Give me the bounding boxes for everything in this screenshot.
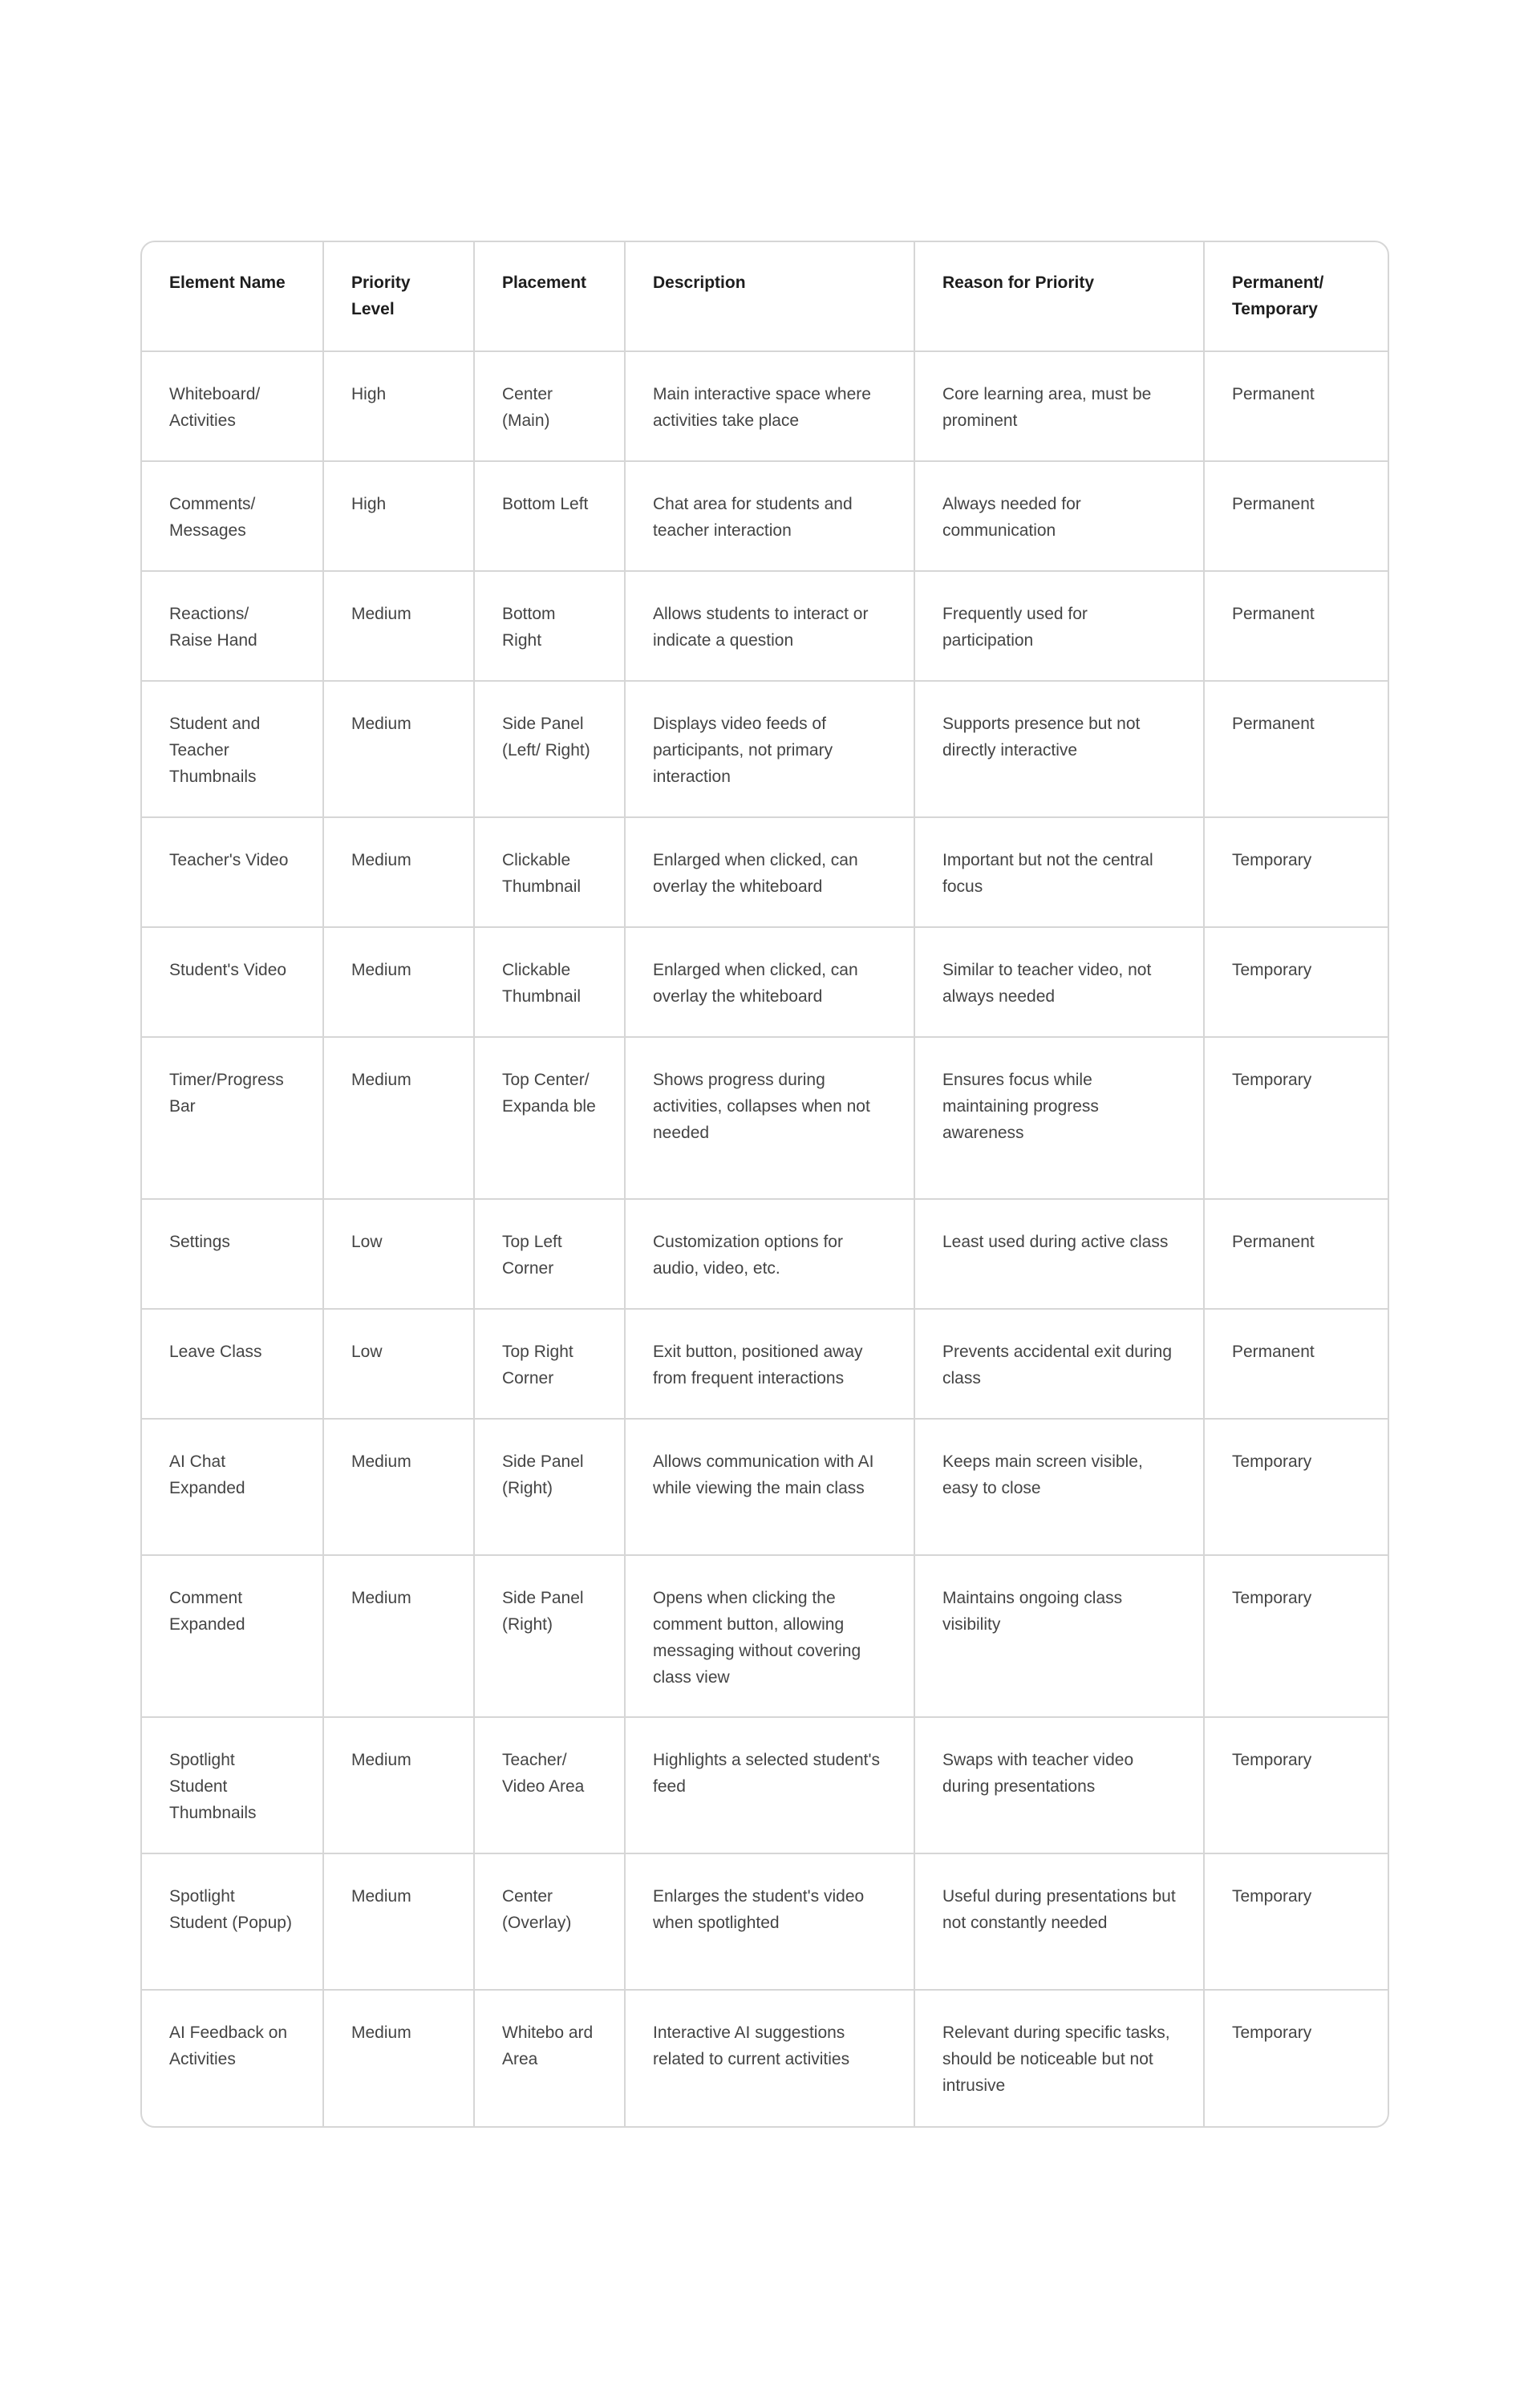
cell-permanence: Permanent [1204,571,1388,681]
cell-element-name: AI Feedback on Activities [142,1990,323,2126]
cell-description: Opens when clicking the comment button, allowing messaging without covering class view [625,1555,914,1717]
cell-element-name: Student's Video [142,927,323,1037]
header-element-name: Element Name [142,242,323,351]
cell-element-name: Whiteboard/ Activities [142,351,323,461]
cell-priority-level: High [323,461,474,571]
cell-permanence: Permanent [1204,351,1388,461]
cell-placement: Whitebo ard Area [474,1990,625,2126]
table-row [142,681,1388,817]
cell-permanence: Temporary [1204,1853,1388,1990]
cell-description: Customization options for audio, video, etc. [625,1199,914,1309]
table-header-row [142,242,1388,351]
cell-placement: Center (Overlay) [474,1853,625,1990]
cell-description: Highlights a selected student's feed [625,1717,914,1853]
table-row [142,1419,1388,1555]
table-row [142,1853,1388,1990]
cell-element-name: Leave Class [142,1309,323,1419]
cell-priority-level: High [323,351,474,461]
header-permanent-temporary: Permanent/ Temporary [1204,242,1388,351]
cell-placement: Bottom Right [474,571,625,681]
cell-placement: Clickable Thumbnail [474,817,625,927]
cell-reason-for-priority: Important but not the central focus [914,817,1204,927]
cell-placement: Center (Main) [474,351,625,461]
cell-description: Enlarged when clicked, can overlay the whiteboard [625,817,914,927]
cell-element-name: Student and Teacher Thumbnails [142,681,323,817]
header-reason-for-priority: Reason for Priority [914,242,1204,351]
cell-reason-for-priority: Core learning area, must be prominent [914,351,1204,461]
cell-permanence: Temporary [1232,2023,1312,2042]
cell-description: Shows progress during activities, collapses when not needed [625,1037,914,1199]
cell-placement: Side Panel (Left/ Right) [474,681,625,817]
cell-element-name: Comment Expanded [142,1555,323,1717]
cell-permanence: Temporary [1204,817,1388,927]
cell-permanence: Permanent [1204,1199,1388,1309]
cell-reason-for-priority: Maintains ongoing class visibility [914,1555,1204,1717]
table-row [142,927,1388,1037]
cell-permanence: Temporary [1204,1037,1388,1199]
cell-element-name: Spotlight Student Thumbnails [142,1717,323,1853]
cell-element-name: Reactions/ Raise Hand [142,571,323,681]
cell-description: Interactive AI suggestions related to current activities [625,1990,914,2126]
cell-permanence: Permanent [1204,681,1388,817]
cell-priority-level: Medium [323,1037,474,1199]
cell-description: Main interactive space where activities take place [625,351,914,461]
cell-reason-for-priority: Ensures focus while maintaining progress awareness [914,1037,1204,1199]
header-description: Description [625,242,914,351]
table-row [142,1555,1388,1717]
cell-description: Allows communication with AI while viewing the main class [625,1419,914,1555]
table-row [142,571,1388,681]
cell-placement: Top Left Corner [474,1199,625,1309]
cell-reason-for-priority: Prevents accidental exit during class [914,1309,1204,1419]
table-row [142,1990,1388,2126]
cell-reason-for-priority: Least used during active class [914,1199,1204,1309]
cell-reason-for-priority: Relevant during specific tasks, should be noticeable but not intrusive [914,1990,1204,2126]
cell-reason-for-priority: Useful during presentations but not constantly needed [914,1853,1204,1990]
cell-reason-for-priority: Supports presence but not directly interactive [914,681,1204,817]
table-row [142,351,1388,461]
cell-element-name: Teacher's Video [142,817,323,927]
priority-table-card [140,241,1389,2128]
cell-description: Displays video feeds of participants, not primary interaction [625,681,914,817]
cell-reason-for-priority: Swaps with teacher video during presentations [914,1717,1204,1853]
cell-priority-level: Medium [323,1853,474,1990]
cell-element-name: AI Chat Expanded [142,1419,323,1555]
cell-placement: Top Right Corner [474,1309,625,1419]
cell-element-name: Timer/Progress Bar [142,1037,323,1199]
cell-description: Allows students to interact or indicate a question [625,571,914,681]
cell-placement: Side Panel (Right) [474,1419,625,1555]
table-row [142,461,1388,571]
cell-reason-for-priority: Keeps main screen visible, easy to close [914,1419,1204,1555]
table-row [142,1037,1388,1199]
cell-priority-level: Medium [323,1555,474,1717]
cell-permanence: Permanent [1204,1309,1388,1419]
cell-priority-level: Low [323,1199,474,1309]
cell-priority-level: Medium [323,571,474,681]
cell-priority-level: Medium [323,681,474,817]
cell-permanence: Permanent [1204,461,1388,571]
table-row [142,1309,1388,1419]
table-row [142,1199,1388,1309]
cell-description: Exit button, positioned away from frequent interactions [625,1309,914,1419]
cell-placement: Bottom Left [474,461,625,571]
cell-description: Enlarged when clicked, can overlay the whiteboard [625,927,914,1037]
cell-priority-level: Medium [323,927,474,1037]
cell-placement: Teacher/ Video Area [474,1717,625,1853]
cell-priority-level: Medium [323,1717,474,1853]
header-priority-level: Priority Level [323,242,474,351]
cell-reason-for-priority: Similar to teacher video, not always needed [914,927,1204,1037]
cell-description: Chat area for students and teacher interaction [625,461,914,571]
cell-priority-level: Medium [323,1990,474,2126]
cell-placement: Clickable Thumbnail [474,927,625,1037]
cell-permanence: Temporary [1204,1717,1388,1853]
cell-description: Enlarges the student's video when spotlighted [625,1853,914,1990]
cell-reason-for-priority: Frequently used for participation [914,571,1204,681]
table-row [142,1717,1388,1853]
cell-element-name: Spotlight Student (Popup) [142,1853,323,1990]
cell-reason-for-priority: Always needed for communication [914,461,1204,571]
cell-permanence: Temporary [1204,1555,1388,1717]
table-row [142,817,1388,927]
cell-element-name: Comments/ Messages [142,461,323,571]
cell-element-name: Settings [142,1199,323,1309]
cell-placement: Side Panel (Right) [474,1555,625,1717]
cell-placement: Top Center/ Expanda ble [474,1037,625,1199]
header-placement: Placement [474,242,625,351]
cell-priority-level: Medium [323,817,474,927]
cell-permanence: Temporary [1204,1419,1388,1555]
cell-permanence: Temporary [1204,927,1388,1037]
cell-priority-level: Low [323,1309,474,1419]
priority-table [142,242,1388,2126]
cell-priority-level: Medium [323,1419,474,1555]
